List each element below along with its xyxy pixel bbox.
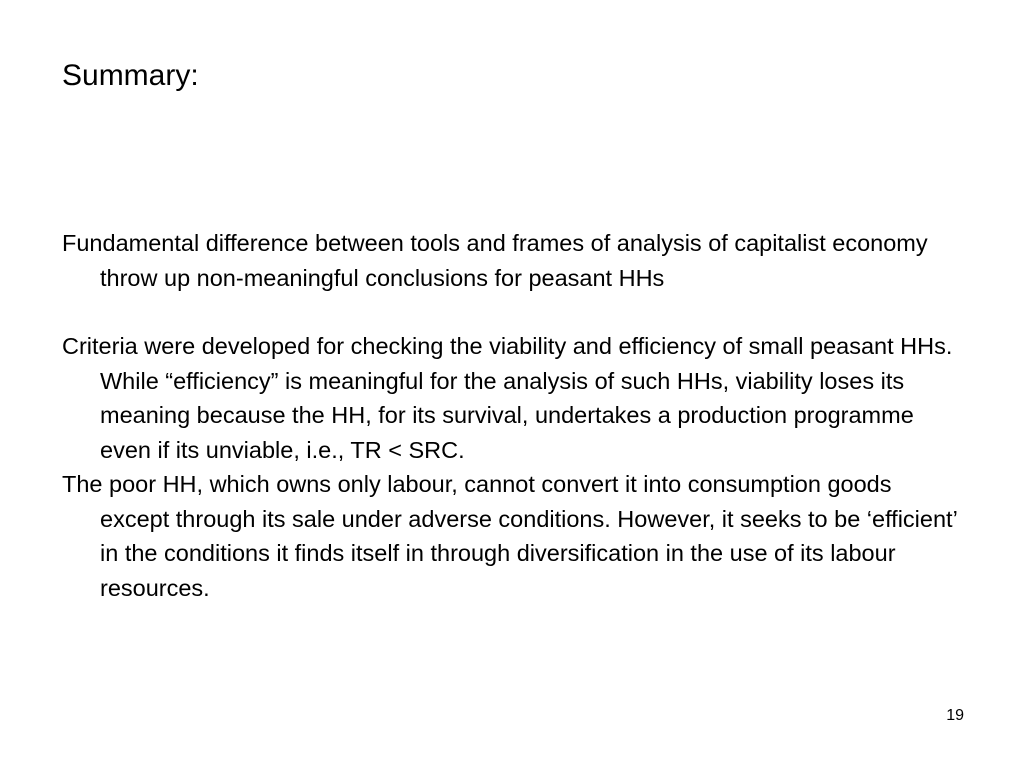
paragraph-viability-criteria: Criteria were developed for checking the viability and efficiency of small peasant HHs. While “efficiency” is meaningful for the analysis of such HHs, viability loses its meaning because the HH, for its survival, undertakes a production programme even if its unviable, i.e., TR < SRC.	[62, 333, 953, 463]
page-number: 19	[946, 707, 964, 724]
slide-title: Summary:	[62, 59, 199, 92]
slide-body	[62, 226, 967, 605]
paragraph-poor-household-labour: The poor HH, which owns only labour, cannot convert it into consumption goods except through its sale under adverse conditions. However, it seeks to be ‘efficient’ in the conditions it finds itself in through diversification in the use of its labour resources.	[62, 471, 957, 601]
paragraph-tools-and-frames: Fundamental difference between tools and frames of analysis of capitalist economy throw up non-meaningful conclusions for peasant HHs	[62, 230, 928, 291]
